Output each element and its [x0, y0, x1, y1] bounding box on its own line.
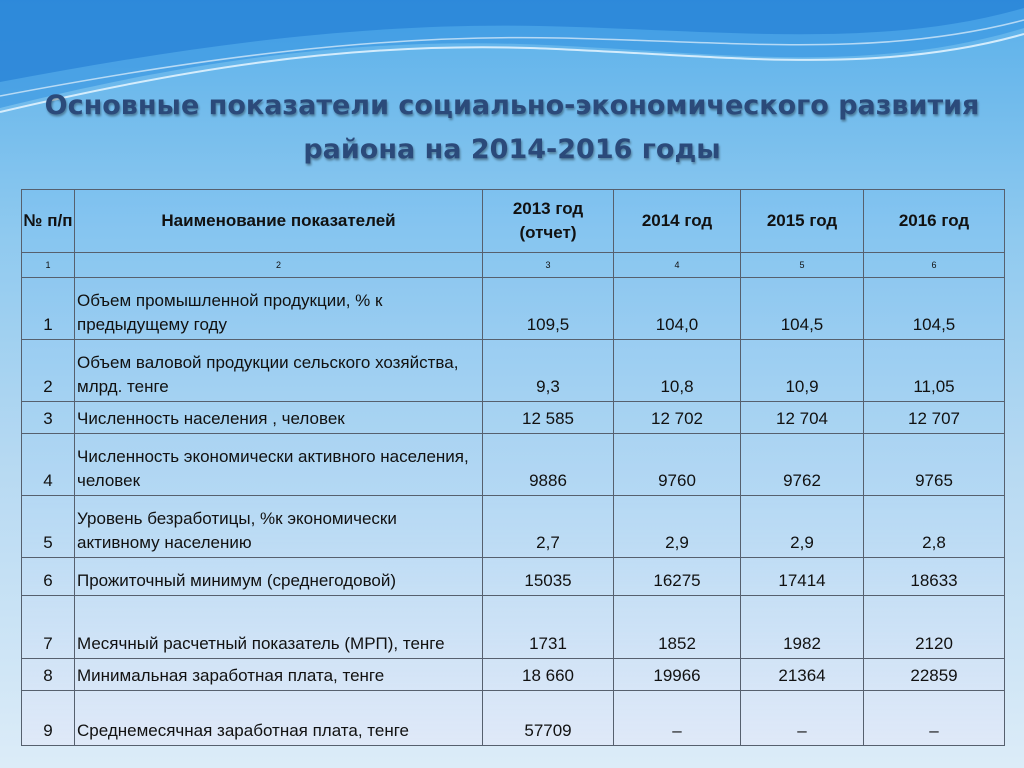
- value-2015: 9762: [741, 434, 864, 496]
- value-2015: 2,9: [741, 496, 864, 558]
- table-row: [22, 496, 1005, 558]
- table-row: [22, 659, 1005, 691]
- value-2014: 2,9: [614, 496, 741, 558]
- header-2013: 2013 год (отчет): [483, 190, 614, 253]
- value-2015: 21364: [741, 659, 864, 691]
- row-number: 8: [22, 659, 75, 691]
- value-2013: 109,5: [483, 278, 614, 340]
- value-2016: –: [864, 691, 1005, 746]
- table-row: [22, 434, 1005, 496]
- row-name: Среднемесячная заработная плата, тенге: [75, 691, 483, 746]
- indicators-table: [21, 189, 1005, 746]
- value-2013: 9,3: [483, 340, 614, 402]
- value-2015: 12 704: [741, 402, 864, 434]
- value-2016: 11,05: [864, 340, 1005, 402]
- value-2016: 22859: [864, 659, 1005, 691]
- index-cell: 1: [22, 253, 75, 278]
- page-title-line2: района на 2014-2016 годы: [303, 134, 721, 165]
- header-2016: 2016 год: [864, 190, 1005, 253]
- row-name: Численность экономически активного населения, человек: [75, 434, 483, 496]
- page-title: [0, 84, 1024, 172]
- header-2015: 2015 год: [741, 190, 864, 253]
- value-2013: 2,7: [483, 496, 614, 558]
- value-2015: 1982: [741, 596, 864, 659]
- row-name: Численность населения , человек: [75, 402, 483, 434]
- row-number: 6: [22, 558, 75, 596]
- table-row: [22, 340, 1005, 402]
- table-row: [22, 691, 1005, 746]
- value-2016: 12 707: [864, 402, 1005, 434]
- row-number: 2: [22, 340, 75, 402]
- row-name: Прожиточный минимум (среднегодовой): [75, 558, 483, 596]
- row-name: Уровень безработицы, %к экономически активному населению: [75, 496, 483, 558]
- page-title-line1: Основные показатели социально-экономического развития: [44, 90, 980, 121]
- index-cell: 3: [483, 253, 614, 278]
- index-cell: 4: [614, 253, 741, 278]
- table-header-row: [22, 190, 1005, 253]
- value-2014: 1852: [614, 596, 741, 659]
- header-2014: 2014 год: [614, 190, 741, 253]
- row-number: 3: [22, 402, 75, 434]
- row-number: 1: [22, 278, 75, 340]
- row-name: Объем промышленной продукции, % к предыдущему году: [75, 278, 483, 340]
- row-number: 4: [22, 434, 75, 496]
- row-name: Месячный расчетный показатель (МРП), тенге: [75, 596, 483, 659]
- row-name: Объем валовой продукции сельского хозяйства, млрд. тенге: [75, 340, 483, 402]
- value-2015: 10,9: [741, 340, 864, 402]
- row-number: 5: [22, 496, 75, 558]
- value-2013: 18 660: [483, 659, 614, 691]
- value-2013: 57709: [483, 691, 614, 746]
- value-2016: 2120: [864, 596, 1005, 659]
- row-number: 9: [22, 691, 75, 746]
- value-2014: 19966: [614, 659, 741, 691]
- column-index-row: [22, 253, 1005, 278]
- value-2013: 15035: [483, 558, 614, 596]
- value-2014: 9760: [614, 434, 741, 496]
- table-row: [22, 596, 1005, 659]
- value-2016: 104,5: [864, 278, 1005, 340]
- value-2014: –: [614, 691, 741, 746]
- table-row: [22, 558, 1005, 596]
- header-number: № п/п: [22, 190, 75, 253]
- table-row: [22, 278, 1005, 340]
- value-2013: 1731: [483, 596, 614, 659]
- value-2016: 9765: [864, 434, 1005, 496]
- header-indicator-name: Наименование показателей: [75, 190, 483, 253]
- value-2015: 17414: [741, 558, 864, 596]
- index-cell: 5: [741, 253, 864, 278]
- value-2014: 16275: [614, 558, 741, 596]
- value-2014: 12 702: [614, 402, 741, 434]
- index-cell: 2: [75, 253, 483, 278]
- value-2013: 12 585: [483, 402, 614, 434]
- row-name: Минимальная заработная плата, тенге: [75, 659, 483, 691]
- value-2016: 2,8: [864, 496, 1005, 558]
- row-number: 7: [22, 596, 75, 659]
- value-2016: 18633: [864, 558, 1005, 596]
- value-2015: –: [741, 691, 864, 746]
- value-2014: 104,0: [614, 278, 741, 340]
- value-2014: 10,8: [614, 340, 741, 402]
- value-2013: 9886: [483, 434, 614, 496]
- value-2015: 104,5: [741, 278, 864, 340]
- table-row: [22, 402, 1005, 434]
- index-cell: 6: [864, 253, 1005, 278]
